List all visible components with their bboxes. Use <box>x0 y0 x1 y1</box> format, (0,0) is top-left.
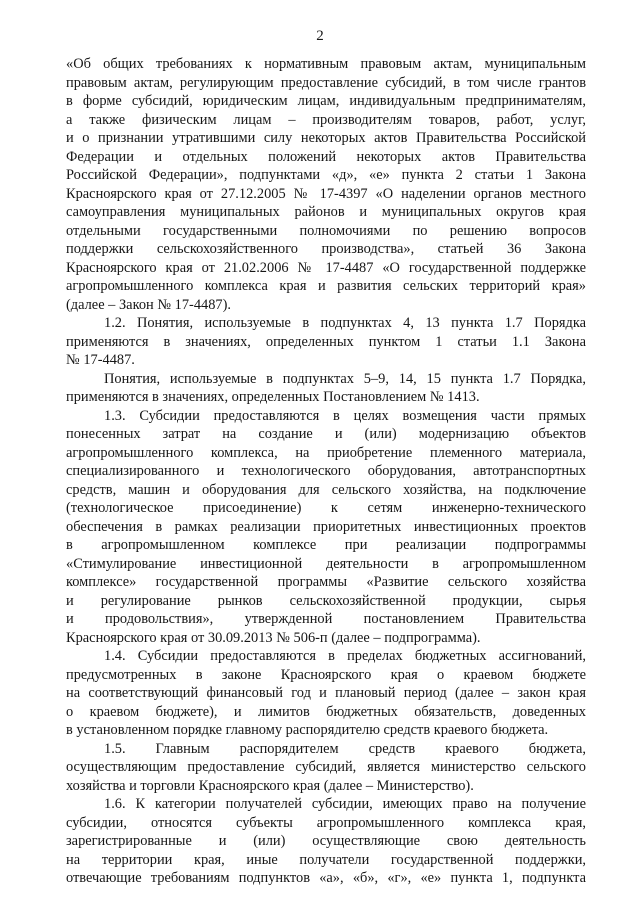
text-line: агропромышленного комплекса, на приобретение племенного материала, <box>66 444 586 461</box>
text-line: в агропромышленном комплексе при реализации подпрограммы <box>66 537 586 553</box>
text-line: Красноярского края от 30.09.2013 № 506-п (далее – подпрограмма). <box>66 629 481 646</box>
text-line: 1.5. Главным распорядителем средств краевого бюджета, <box>104 740 586 757</box>
text-line: 1.2. Понятия, используемые в подпунктах 4, 13 пункта 1.7 Порядка <box>104 315 586 331</box>
text-line: Понятия, используемые в подпунктах 5–9, 14, 15 пункта 1.7 Порядка, <box>104 370 586 387</box>
text-line: а также физическим лицам – производителям товаров, работ, услуг, <box>66 111 586 128</box>
text-line: «Об общих требованиях к нормативным правовым актам, муниципальным <box>66 56 586 72</box>
text-line: хозяйства и торговли Красноярского края (далее – Министерство). <box>66 777 474 794</box>
text-line: Красноярского края от 21.02.2006 № 17-4487 «О государственной поддержке <box>66 259 586 276</box>
text-line: 1.3. Субсидии предоставляются в целях возмещения части прямых <box>104 407 586 424</box>
text-line: в форме субсидий, юридическим лицам, индивидуальным предпринимателям, <box>66 93 586 109</box>
text-line: на территории края, иные получатели государственной поддержки, <box>66 851 586 868</box>
text-line: самоуправления муниципальных районов и муниципальных округов края <box>66 204 586 220</box>
paragraph-1-2 <box>66 314 586 370</box>
text-line: обеспечения в рамках реализации приоритетных инвестиционных проектов <box>66 518 586 535</box>
text-line: и регулирование рынков сельскохозяйственной продукции, сырья <box>66 592 586 609</box>
document-body <box>66 55 586 888</box>
text-line: осуществляющим предоставление субсидий, является министерство сельского <box>66 759 586 775</box>
text-line: отдельными государственными полномочиями по решению вопросов <box>66 222 586 239</box>
text-line: предусмотренных в законе Красноярского края о краевом бюджете <box>66 666 586 683</box>
paragraph-1-4 <box>66 647 586 740</box>
text-line: 1.4. Субсидии предоставляются в пределах бюджетных ассигнований, <box>104 648 586 664</box>
paragraph-1-5 <box>66 740 586 796</box>
paragraph-1-3 <box>66 407 586 648</box>
text-line: понесенных затрат на создание и (или) модернизацию объектов <box>66 426 586 442</box>
text-line: агропромышленного комплекса края и развития сельских территорий края» <box>66 278 586 294</box>
text-line: Федерации и отдельных положений некоторых актов Правительства <box>66 148 586 165</box>
text-line: правовым актам, регулирующим предоставление субсидий, в том числе грантов <box>66 74 586 91</box>
text-line: (далее – Закон № 17-4487). <box>66 296 232 313</box>
text-line: отвечающие требованиям подпунктов «а», «б», «г», «е» пункта 1, подпункта <box>66 870 586 886</box>
text-line: применяются в значениях, определенных Постановлением № 1413. <box>66 389 480 405</box>
text-line: средств, машин и оборудования для сельского хозяйства, на подключение <box>66 481 586 498</box>
text-line: специализированного и технологического оборудования, автотранспортных <box>66 463 586 479</box>
text-line: № 17-4487. <box>66 352 135 368</box>
text-line: «Стимулирование инвестиционной деятельности в агропромышленном <box>66 555 586 572</box>
text-line: Российской Федерации», подпунктами «д», «е» пункта 2 статьи 1 Закона <box>66 167 586 183</box>
text-line: на соответствующий финансовый год и плановый период (далее – закон края <box>66 685 586 701</box>
text-line: субсидии, относятся субъекты агропромышленного комплекса края, <box>66 814 586 831</box>
text-line: о краевом бюджете), и лимитов бюджетных обязательств, доведенных <box>66 703 586 720</box>
page-number: 2 <box>316 28 324 44</box>
text-line: 1.6. К категории получателей субсидии, имеющих право на получение <box>104 796 586 812</box>
paragraph-1-6 <box>66 795 586 888</box>
text-line: поддержки сельскохозяйственного производства», статьей 36 Закона <box>66 241 586 257</box>
text-line: и о признании утратившими силу некоторых актов Правительства Российской <box>66 130 586 146</box>
paragraph-definitions <box>66 370 586 407</box>
text-line: зарегистрированные и (или) осуществляющие свою деятельность <box>66 833 586 849</box>
paragraph-1-1-continuation <box>66 55 586 314</box>
text-line: и продовольствия», утвержденной постановлением Правительства <box>66 611 586 627</box>
text-line: (технологическое присоединение) к сетям инженерно-технического <box>66 500 586 516</box>
text-line: в установленном порядке главному распорядителю средств краевого бюджета. <box>66 722 549 738</box>
text-line: комплексе» государственной программы «Развитие сельского хозяйства <box>66 574 586 590</box>
text-line: применяются в значениях, определенных пунктом 1 статьи 1.1 Закона <box>66 333 586 350</box>
text-line: Красноярского края от 27.12.2005 № 17-4397 «О наделении органов местного <box>66 185 586 202</box>
